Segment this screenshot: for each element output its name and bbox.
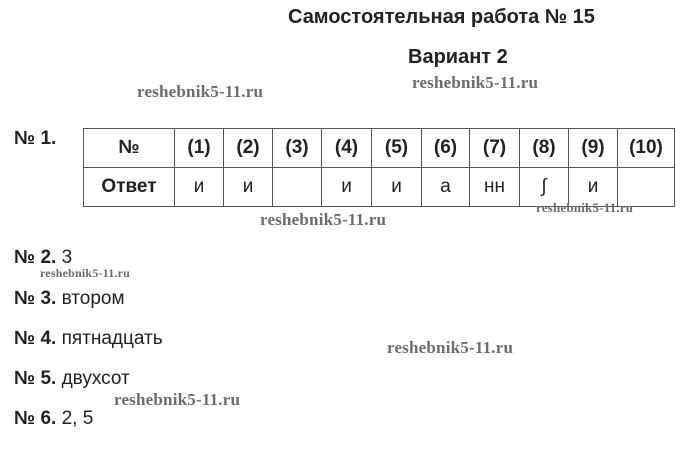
variant-heading: Вариант 2 — [408, 46, 508, 68]
watermark: reshebnik5-11.ru — [412, 73, 539, 92]
table-column-header: (1) — [175, 129, 224, 168]
task-6-answer: 2, 5 — [61, 408, 94, 429]
table-row-header — [84, 129, 675, 168]
task-4-label: № 4. — [14, 328, 57, 349]
table-answer-cell: ∫ — [520, 168, 569, 207]
table-answer-cell: нн — [470, 168, 520, 207]
table-column-header: (4) — [322, 129, 372, 168]
task-5-row — [14, 368, 130, 390]
task-3-row — [14, 288, 125, 310]
task-3-answer: втором — [61, 288, 125, 309]
task-4-answer: пятнадцать — [61, 328, 163, 349]
task-3-label: № 3. — [14, 288, 57, 309]
watermark: reshebnik5-11.ru — [137, 82, 264, 101]
watermark: reshebnik5-11.ru — [40, 266, 130, 280]
table-answer-cell: и — [569, 168, 618, 207]
task-1-label: № 1. — [14, 128, 57, 149]
table-answer-cell: и — [224, 168, 273, 207]
task-5-label: № 5. — [14, 368, 57, 389]
task-5-answer: двухсот — [61, 368, 130, 389]
table-answer-cell: и — [322, 168, 372, 207]
watermark: reshebnik5-11.ru — [536, 200, 634, 215]
table-header-answer: Ответ — [84, 168, 175, 207]
table-column-header: (6) — [422, 129, 470, 168]
watermark: reshebnik5-11.ru — [260, 210, 387, 229]
table-column-header: (5) — [372, 129, 422, 168]
task-4-row — [14, 328, 163, 350]
table-answer-cell: и — [372, 168, 422, 207]
table-answer-cell — [273, 168, 322, 207]
table-header-number: № — [84, 129, 175, 168]
answer-table — [83, 128, 675, 207]
task-6-label: № 6. — [14, 408, 57, 429]
table-column-header: (10) — [618, 129, 675, 168]
task-6-row — [14, 408, 93, 430]
watermark: reshebnik5-11.ru — [114, 390, 241, 409]
table-answer-cell: а — [422, 168, 470, 207]
watermark: reshebnik5-11.ru — [387, 338, 514, 357]
page-title: Самостоятельная работа № 15 — [288, 6, 595, 28]
table-column-header: (8) — [520, 129, 569, 168]
task-2-label: № 2. — [14, 247, 57, 268]
table-column-header: (2) — [224, 129, 273, 168]
table-column-header: (3) — [273, 129, 322, 168]
table-column-header: (7) — [470, 129, 520, 168]
table-answer-cell: и — [175, 168, 224, 207]
table-column-header: (9) — [569, 129, 618, 168]
task-2-answer: 3 — [61, 247, 73, 268]
